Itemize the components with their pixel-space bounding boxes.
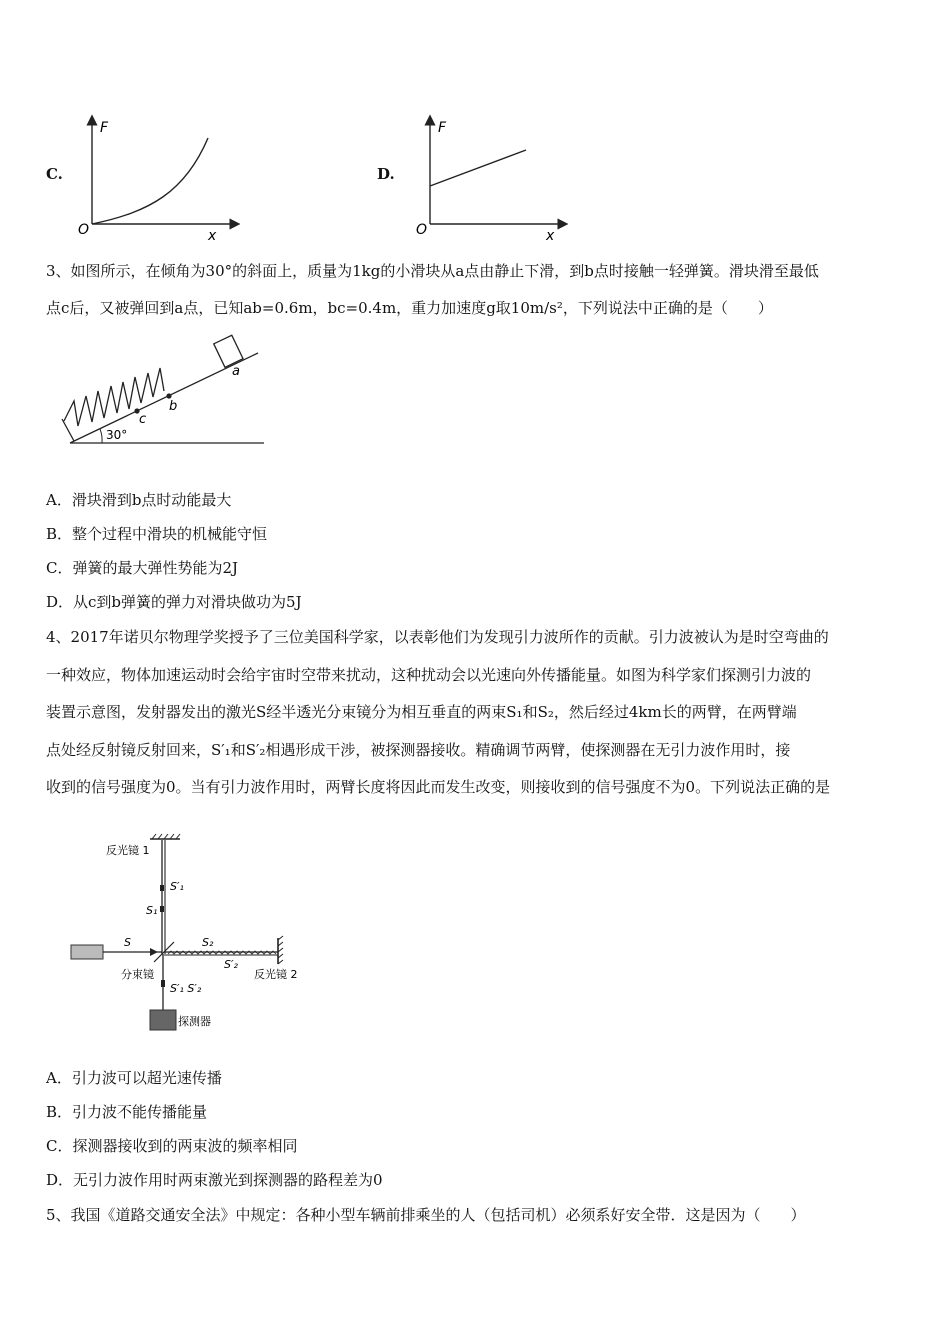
incline-figure: [56, 333, 271, 448]
s1-label: S₁: [146, 904, 158, 917]
angle-arc: [100, 429, 102, 443]
x-axis-label: x: [546, 228, 555, 244]
q3-option-b[interactable]: B．整个过程中滑块的机械能守恒: [46, 525, 268, 543]
spring: [64, 368, 164, 426]
origin-label: O: [416, 222, 428, 238]
q3-text-line-2: 点c后，又被弹回到a点，已知ab=0.6m，bc=0.4m，重力加速度g取10m/s²，下列说法中正确的是（ ）: [46, 299, 773, 317]
q4-text-line-5: 收到的信号强度为0。当有引力波作用时，两臂长度将因此而发生改变，则接收到的信号强度不为0。下列说法正确的是: [46, 778, 831, 796]
graph-c: [70, 112, 240, 246]
q4-text-line-1: 4、2017年诺贝尔物理学奖授予了三位美国科学家，以表彰他们为发现引力波所作的贡献。引力波被认为是时空弯曲的: [46, 628, 829, 646]
q3-option-a[interactable]: A．滑块滑到b点时动能最大: [46, 491, 232, 509]
mirror-2-label: 反光镜 2: [254, 968, 298, 981]
y-axis-label: F: [100, 120, 109, 136]
q4-option-c[interactable]: C．探测器接收到的两束波的频率相同: [46, 1137, 298, 1155]
q4-option-a[interactable]: A．引力波可以超光速传播: [46, 1069, 222, 1087]
origin-label: O: [78, 222, 90, 238]
s1s2-label: S′₁ S′₂: [170, 982, 202, 995]
point-b-label: b: [169, 399, 178, 414]
incline-line: [70, 353, 258, 443]
point-c-label: c: [139, 412, 147, 427]
graph-d: [408, 112, 568, 246]
detector-label: 探测器: [178, 1015, 211, 1028]
x-axis-label: x: [208, 228, 217, 244]
option-d-label: D.: [377, 165, 395, 183]
s1p-label: S′₁: [170, 880, 184, 893]
s2p-label: S′₂: [224, 958, 238, 971]
y-axis-label: F: [438, 120, 447, 136]
point-a-label: a: [232, 364, 240, 379]
q4-option-b[interactable]: B．引力波不能传播能量: [46, 1103, 208, 1121]
option-c-label: C.: [46, 165, 63, 183]
q4-text-line-4: 点处经反射镜反射回来，S′₁和S′₂相遇形成干涉，被探测器接收。精确调节两臂，使探测器在无引力波作用时，接: [46, 741, 791, 759]
splitter-label: 分束镜: [121, 968, 154, 981]
detector: [150, 1010, 176, 1030]
point-b: [166, 393, 171, 398]
s-label: S: [124, 936, 131, 949]
angle-label: 30°: [106, 428, 128, 442]
q5-text-line-1: 5、我国《道路交通安全法》中规定：各种小型车辆前排乘坐的人（包括司机）必须系好安全带．这是因为（ ）: [46, 1206, 806, 1224]
s2-label: S₂: [202, 936, 214, 949]
mirror-1-label: 反光镜 1: [106, 844, 150, 857]
q3-text-line-1: 3、如图所示，在倾角为30°的斜面上，质量为1kg的小滑块从a点由静止下滑，到b点时接触一轻弹簧。滑块滑至最低: [46, 262, 819, 280]
q3-option-d[interactable]: D．从c到b弹簧的弹力对滑块做功为5J: [46, 593, 302, 611]
laser-emitter: [71, 945, 103, 959]
q4-text-line-3: 装置示意图，发射器发出的激光S经半透光分束镜分为相互垂直的两束S₁和S₂，然后经过4km长的两臂，在两臂端: [46, 703, 797, 721]
interferometer-figure: [66, 830, 316, 1035]
q4-option-d[interactable]: D．无引力波作用时两束激光到探测器的路程差为0: [46, 1171, 383, 1189]
q3-option-c[interactable]: C．弹簧的最大弹性势能为2J: [46, 559, 239, 577]
q4-text-line-2: 一种效应，物体加速运动时会给宇宙时空带来扰动，这种扰动会以光速向外传播能量。如图为科学家们探测引力波的: [46, 666, 812, 684]
curve: [92, 138, 208, 224]
line: [430, 150, 526, 186]
wall: [62, 419, 74, 441]
